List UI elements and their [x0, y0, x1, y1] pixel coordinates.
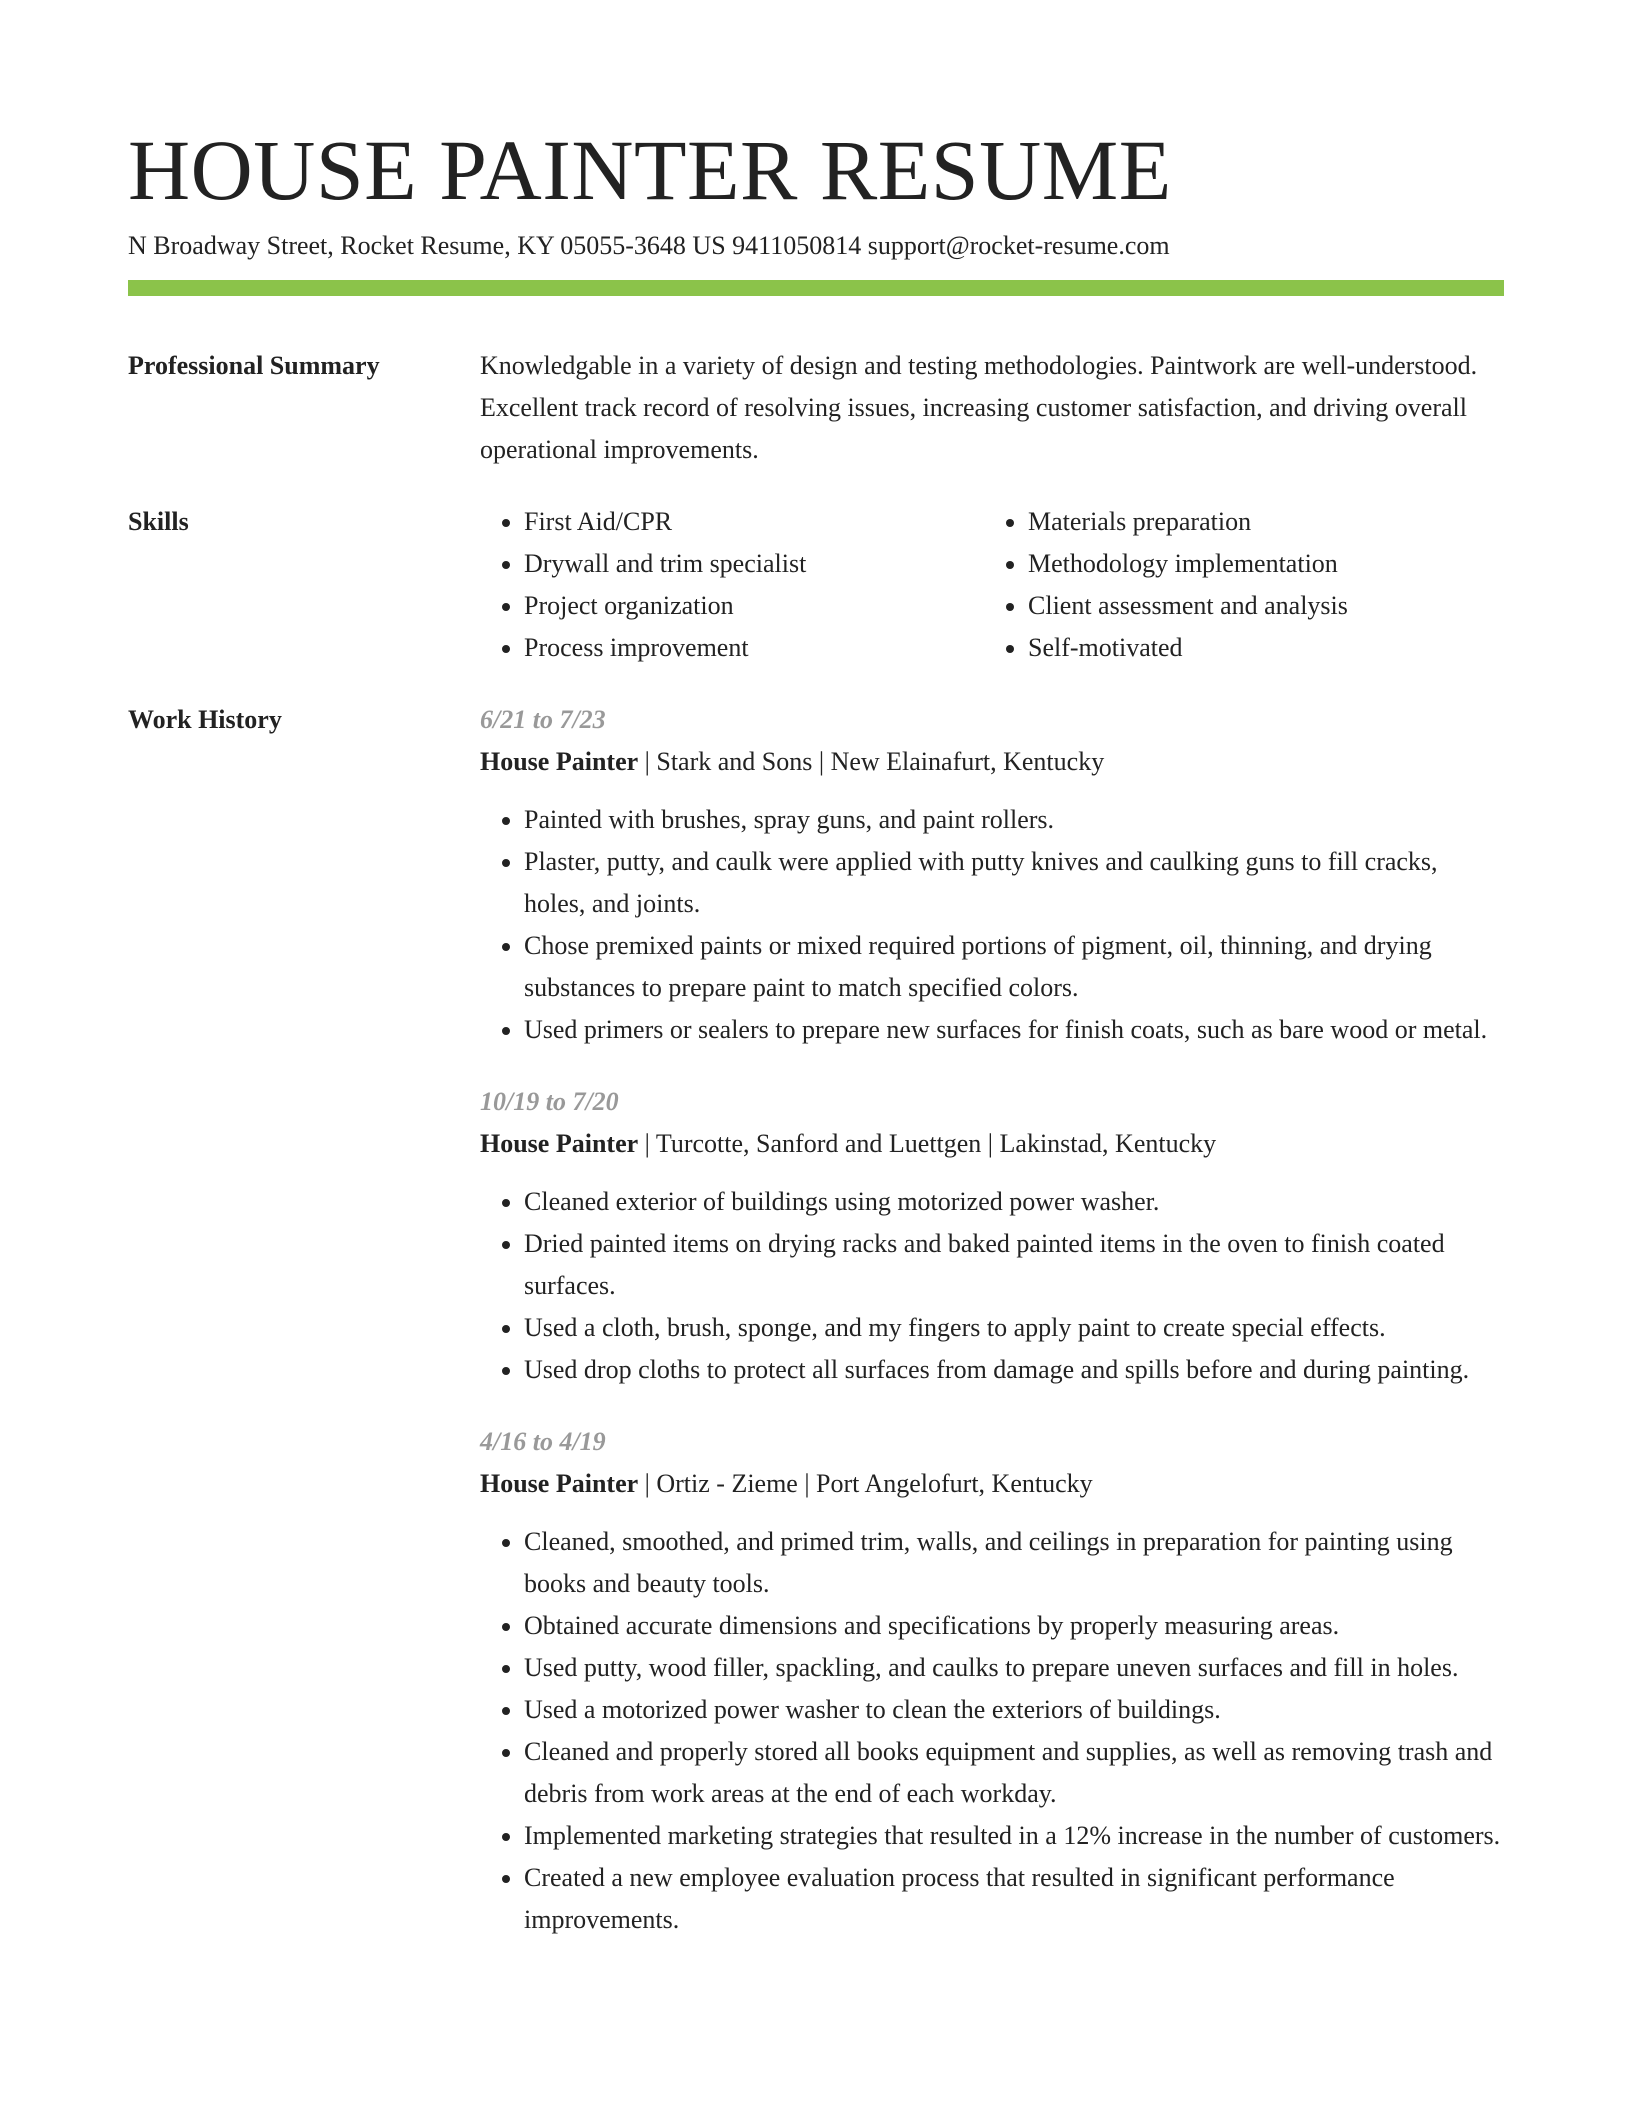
- summary-text: Knowledgable in a variety of design and testing methodologies. Paintwork are well-understood. Excellent track record of resolving issues, increasing customer satisfaction, and driving overall operational improvements.: [480, 351, 1478, 464]
- job-dates: 4/16 to 4/19: [480, 1427, 606, 1456]
- skill-item: • Materials preparation: [1028, 501, 1488, 543]
- skill-item: • Process improvement: [524, 627, 984, 669]
- skills-list-right: [984, 501, 1488, 669]
- job-duty: • Obtained accurate dimensions and specifications by properly measuring areas.: [524, 1605, 1504, 1647]
- job-title: House Painter: [480, 1129, 639, 1158]
- job-duty: • Implemented marketing strategies that resulted in a 12% increase in the number of customers.: [524, 1815, 1504, 1857]
- section-label-summary: Professional Summary: [128, 351, 380, 380]
- job-duty: • Cleaned and properly stored all books equipment and supplies, as well as removing trash and debris from work areas at the end of each workday.: [524, 1731, 1504, 1815]
- job-duty: • Created a new employee evaluation process that resulted in significant performance improvements.: [524, 1857, 1504, 1941]
- skill-item: • Methodology implementation: [1028, 543, 1488, 585]
- job-duty: • Used primers or sealers to prepare new surfaces for finish coats, such as bare wood or metal.: [524, 1009, 1504, 1051]
- skill-item: • Client assessment and analysis: [1028, 585, 1488, 627]
- job-title-line: [480, 741, 1504, 783]
- job-employer-location: | Turcotte, Sanford and Luettgen | Lakinstad, Kentucky: [638, 1129, 1217, 1158]
- job-duty: • Painted with brushes, spray guns, and paint rollers.: [524, 799, 1504, 841]
- job-title-line: [480, 1463, 1504, 1505]
- job-dates: 10/19 to 7/20: [480, 1087, 619, 1116]
- job-title: House Painter: [480, 1469, 639, 1498]
- job-employer-location: | Ortiz - Zieme | Port Angelofurt, Kentucky: [638, 1469, 1093, 1498]
- job-duties-list: [480, 1521, 1504, 1941]
- skill-item: • Self-motivated: [1028, 627, 1488, 669]
- skills-section: [128, 501, 1504, 669]
- resume-title: HOUSE PAINTER RESUME: [128, 122, 1172, 218]
- job-duty: • Cleaned, smoothed, and primed trim, walls, and ceilings in preparation for painting using books and beauty tools.: [524, 1521, 1504, 1605]
- professional-summary-section: [128, 345, 1504, 471]
- job-title-line: [480, 1123, 1504, 1165]
- job-dates: 6/21 to 7/23: [480, 705, 606, 734]
- job-duty: • Used a cloth, brush, sponge, and my fingers to apply paint to create special effects.: [524, 1307, 1504, 1349]
- job-duty: • Plaster, putty, and caulk were applied with putty knives and caulking guns to fill cracks, holes, and joints.: [524, 841, 1504, 925]
- job-duty: • Chose premixed paints or mixed required portions of pigment, oil, thinning, and drying substances to prepare paint to match specified colors.: [524, 925, 1504, 1009]
- job-duties-list: [480, 1181, 1504, 1391]
- job-duties-list: [480, 799, 1504, 1051]
- skills-list-left: [480, 501, 984, 669]
- job-duty: • Cleaned exterior of buildings using motorized power washer.: [524, 1181, 1504, 1223]
- skill-item: • Project organization: [524, 585, 984, 627]
- job-entry: [480, 1081, 1504, 1391]
- work-history-section: [128, 699, 1504, 1971]
- job-entry: [480, 699, 1504, 1051]
- skill-item: • Drywall and trim specialist: [524, 543, 984, 585]
- resume-page: [128, 122, 1504, 1971]
- job-duty: • Used putty, wood filler, spackling, and caulks to prepare uneven surfaces and fill in holes.: [524, 1647, 1504, 1689]
- skill-item: • First Aid/CPR: [524, 501, 984, 543]
- accent-divider: [128, 280, 1504, 296]
- section-label-work-history: Work History: [128, 705, 282, 734]
- job-entry: [480, 1421, 1504, 1941]
- job-duty: • Used a motorized power washer to clean the exteriors of buildings.: [524, 1689, 1504, 1731]
- job-employer-location: | Stark and Sons | New Elainafurt, Kentucky: [638, 747, 1105, 776]
- contact-line: N Broadway Street, Rocket Resume, KY 05055-3648 US 9411050814 support@rocket-resume.com: [128, 231, 1170, 260]
- job-title: House Painter: [480, 747, 639, 776]
- skills-columns: [480, 501, 1504, 669]
- skills-column-left: [480, 501, 984, 669]
- job-duty: • Used drop cloths to protect all surfaces from damage and spills before and during painting.: [524, 1349, 1504, 1391]
- skills-column-right: [984, 501, 1488, 669]
- work-history-body: [480, 699, 1504, 1971]
- job-duty: • Dried painted items on drying racks and baked painted items in the oven to finish coated surfaces.: [524, 1223, 1504, 1307]
- section-label-skills: Skills: [128, 507, 189, 536]
